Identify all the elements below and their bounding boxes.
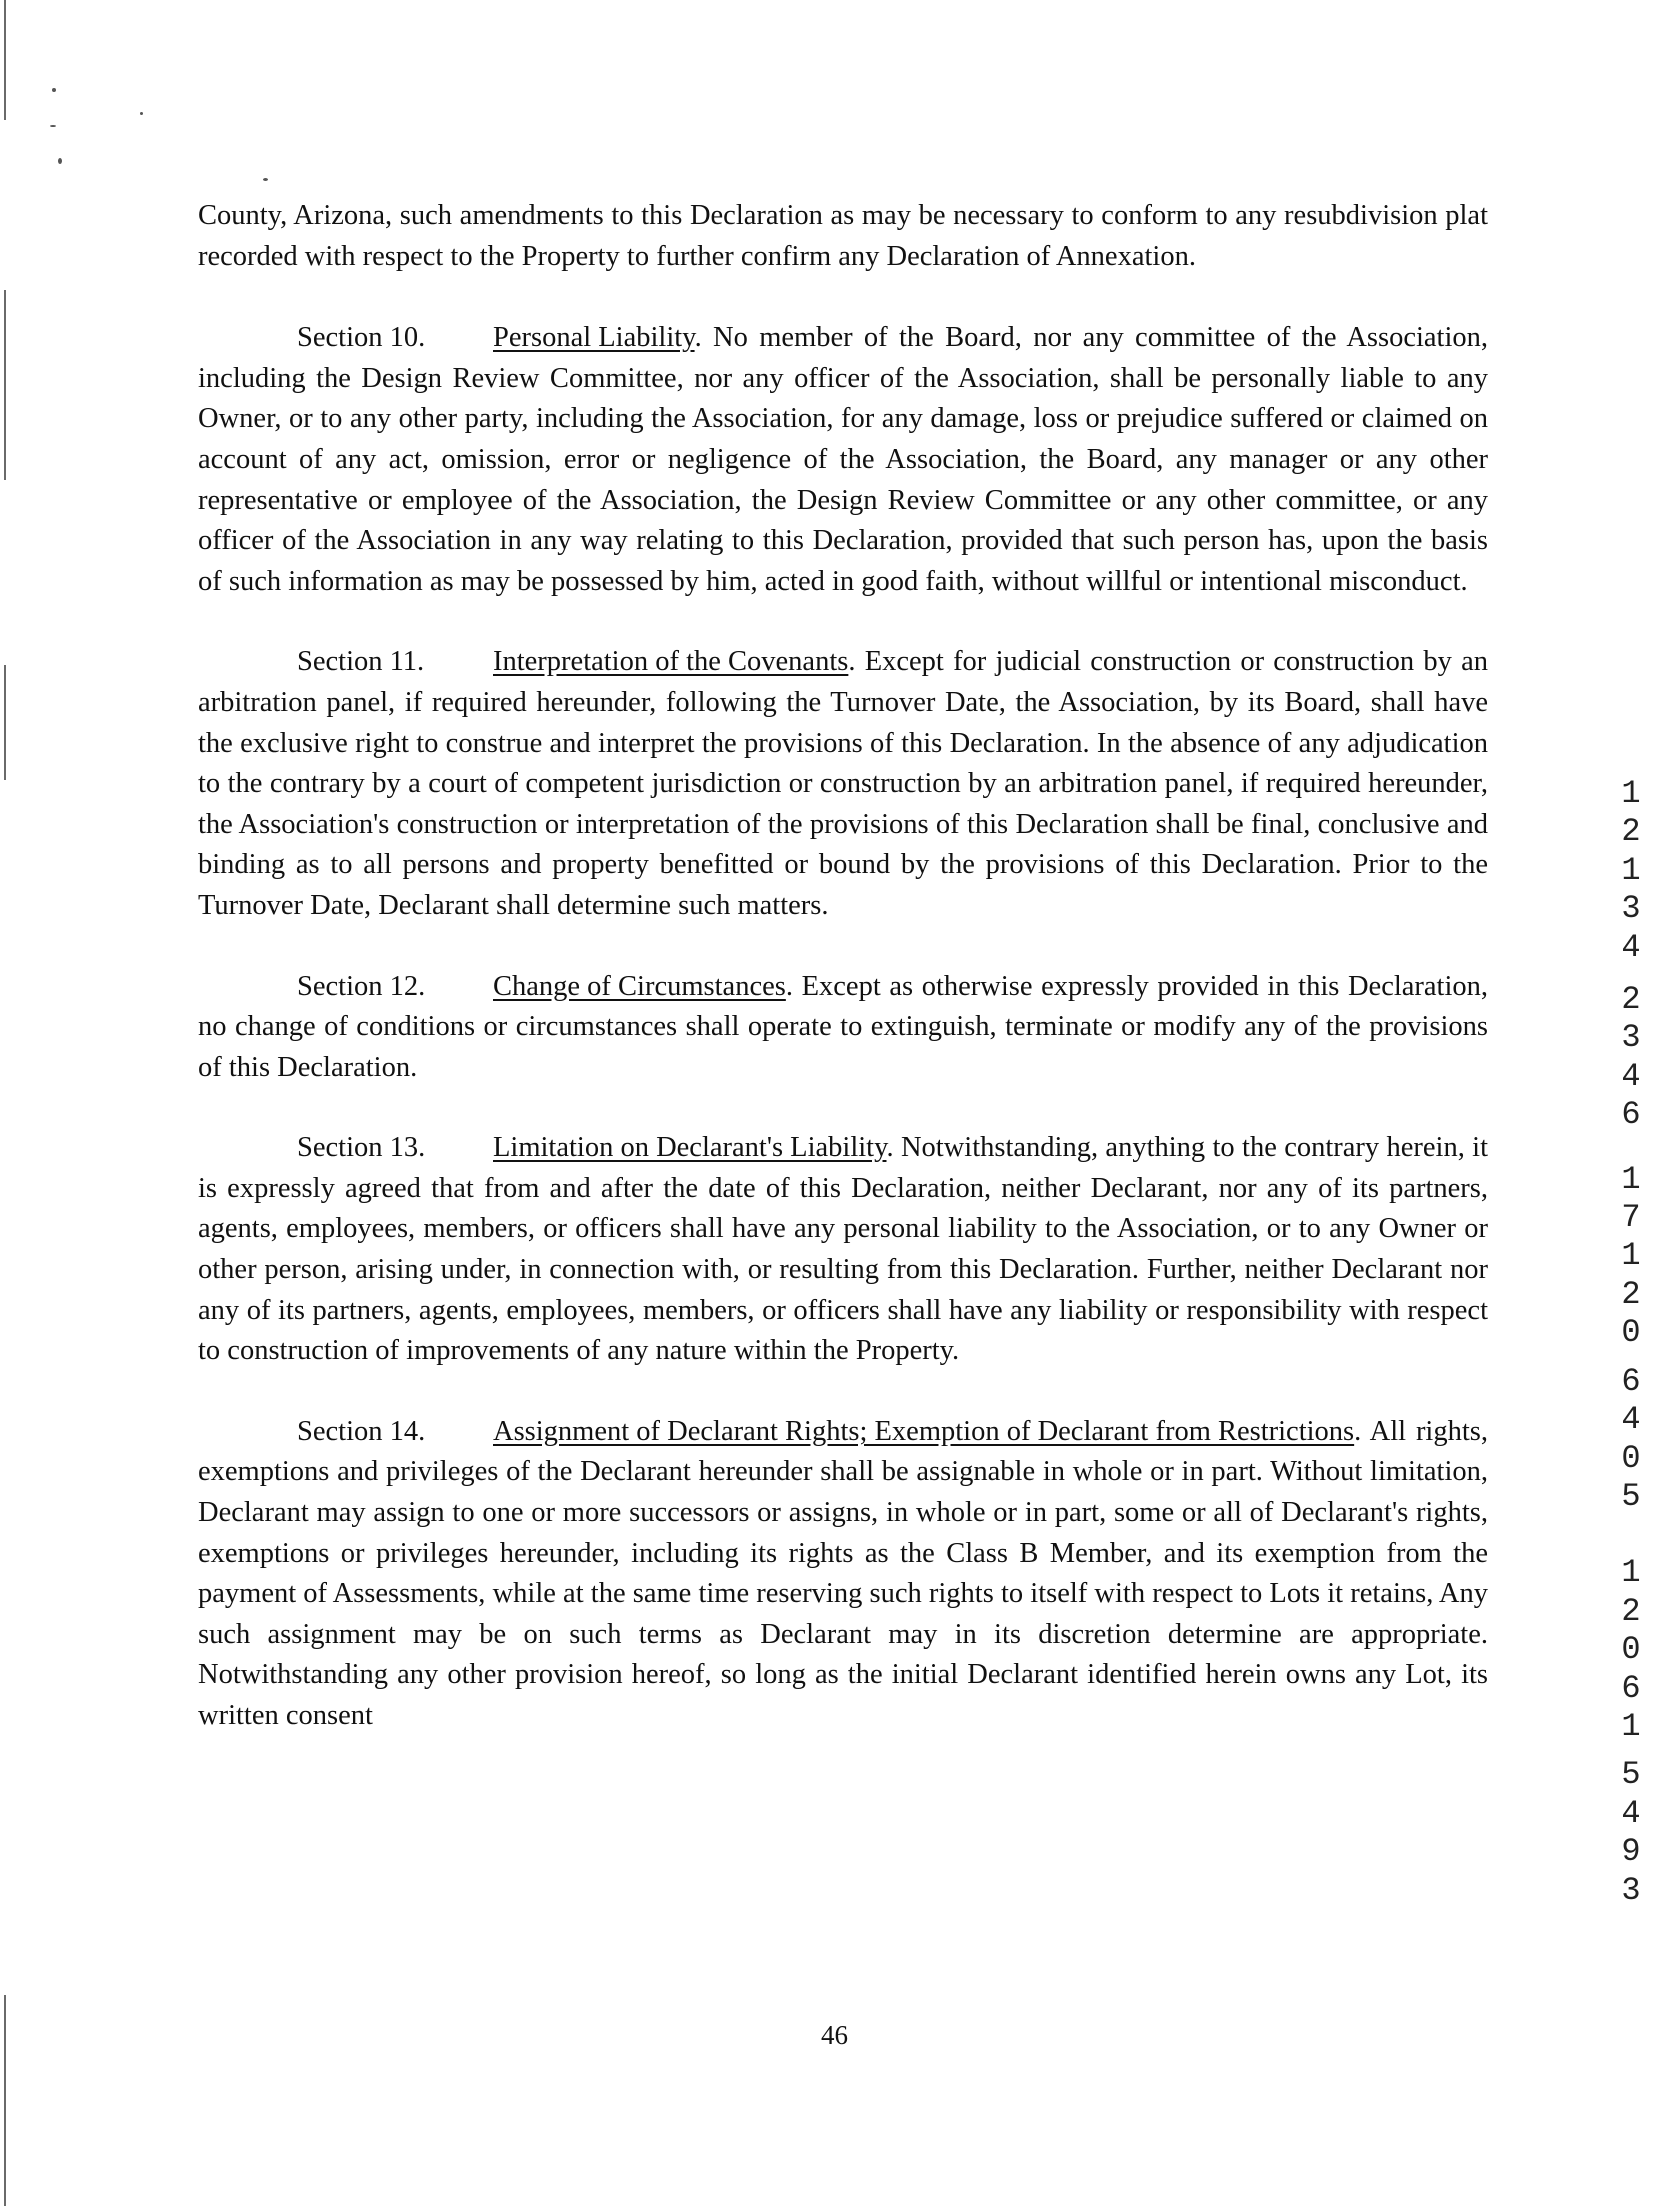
- scan-edge-line: [4, 665, 6, 780]
- stamp-digit: 1: [1621, 1554, 1641, 1592]
- section-title: Limitation on Declarant's Liability: [493, 1132, 887, 1164]
- stamp-digit: 1: [1621, 775, 1641, 812]
- section-10: Section 10. Personal Liability. No member of the Board, nor any committee of the Association, including the Design Review Committee, nor any officer of the Association, shall be personally liable to any Owner, or to any other party, including the Association, for any damage, loss or prejudice suffered or claimed on account of any act, omission, error or negligence of the Association, the Board, any manager or any other representative or employee of the Association, the Design Review Committee or any other committee, or any officer of the Association in any way relating to this Declaration, provided that such person has, upon the basis of such information as may be possessed by him, acted in good faith, without willful or intentional misconduct.: [198, 318, 1488, 602]
- stamp-digit: 4: [1621, 1401, 1641, 1439]
- scan-speck: [50, 125, 56, 127]
- document-body: [198, 196, 1488, 1777]
- stamp-digit: 1: [1621, 1237, 1641, 1275]
- stamp-digit: 9: [1621, 1833, 1641, 1871]
- section-title: Assignment of Declarant Rights; Exemption of Declarant from Restrictions: [493, 1415, 1355, 1447]
- stamp-digit: 1: [1621, 851, 1641, 889]
- stamp-gap: [1608, 1746, 1654, 1756]
- section-title: Change of Circumstances: [493, 970, 786, 1002]
- stamp-digit: 5: [1621, 1756, 1641, 1794]
- section-body: Notwithstanding, anything to the contrary herein, it is expressly agreed that from and after the date of this Declaration, neither Declarant, nor any of its partners, agents, employees, members, or officers shall have any personal liability to the Association, or to any Owner or other person, arising under, in connection with, or resulting from this Declaration. Further, neither Declarant nor any of its partners, agents, employees, members, or officers shall have any liability or responsibility with respect to construction of improvements of any nature within the Property.: [198, 1132, 1489, 1367]
- scan-speck: [140, 112, 143, 115]
- stamp-gap: [1608, 1135, 1654, 1161]
- stamp-digit: 3: [1621, 890, 1641, 928]
- section-14: Section 14. Assignment of Declarant Rights; Exemption of Declarant from Restrictions. All rights, exemptions and privileges of the Declarant hereunder shall be assignable in whole or in part. Without limitation, Declarant may assign to one or more successors or assigns, in whole or in part, some or all of Declarant's rights, exemptions or privileges hereunder, including its rights as the Class B Member, and its exemption from the payment of Assessments, while at the same time reserving such rights to itself with respect to Lots it retains, Any such assignment may be on such terms as Declarant may in its discretion determine are appropriate. Notwithstanding any other provision hereof, so long as the initial Declarant identified herein owns any Lot, its written consent: [198, 1412, 1488, 1737]
- stamp-gap: [1608, 967, 1654, 981]
- stamp-digit: 1: [1621, 1160, 1641, 1198]
- section-number: Section 11.: [297, 646, 425, 678]
- continuation-paragraph: County, Arizona, such amendments to this Declaration as may be necessary to conform to any resubdivision plat recorded with respect to the Property to further confirm any Declaration of Annexation.: [198, 200, 1488, 272]
- stamp-digit: 1: [1621, 1707, 1641, 1745]
- stamp-digit: 5: [1621, 1477, 1641, 1515]
- stamp-digit: 3: [1621, 1871, 1641, 1909]
- stamp-digit: 4: [1621, 1057, 1641, 1095]
- stamp-digit: 6: [1621, 1362, 1641, 1400]
- stamp-digit: 0: [1621, 1439, 1641, 1477]
- stamp-gap: [1608, 1353, 1654, 1363]
- scan-speck: [58, 158, 62, 164]
- section-11: Section 11. Interpretation of the Covenants. Except for judicial construction or construction by an arbitration panel, if required hereunder, following the Turnover Date, the Association, by its Board, shall have the exclusive right to construe and interpret the provisions of this Declaration. In the absence of any adjudication to the contrary by a court of competent jurisdiction or construction by an arbitration panel, if required hereunder, the Association's construction or interpretation of the provisions of this Declaration shall be final, conclusive and binding as to all persons and property benefitted or bound by the provisions of this Declaration. Prior to the Turnover Date, Declarant shall determine such matters.: [198, 642, 1488, 926]
- stamp-digit: 3: [1621, 1019, 1641, 1057]
- stamp-digit: 2: [1621, 1592, 1641, 1630]
- section-body: All rights, exemptions and privileges of the Declarant hereunder shall be assignable in whole or in part. Without limitation, Declarant may assign to one or more successors or assigns, in whole or in part, some or all of Declarant's rights, exemptions or privileges hereunder, including its rights as the Class B Member, and its exemption from the payment of Assessments, while at the same time reserving such rights to itself with respect to Lots it retains, Any such assignment may be on such terms as Declarant may in its discretion determine are appropriate. Notwithstanding any other provision hereof, so long as the initial Declarant identified herein owns any Lot, its written consent: [198, 1415, 1488, 1731]
- section-body: Except as otherwise expressly provided in this Declaration, no change of conditions or circumstances shall operate to extinguish, terminate or modify any of the provisions of this Declaration.: [198, 970, 1489, 1083]
- section-body: Except for judicial construction or construction by an arbitration panel, if required hereunder, following the Turnover Date, the Association, by its Board, shall have the exclusive right to construe and interpret the provisions of this Declaration. In the absence of any adjudication to the contrary by a court of competent jurisdiction or construction by an arbitration panel, if required hereunder, the Association's construction or interpretation of the provisions of this Declaration shall be final, conclusive and binding as to all persons and property benefitted or bound by the provisions of this Declaration. Prior to the Turnover Date, Declarant shall determine such matters.: [198, 646, 1489, 921]
- stamp-digit: 0: [1621, 1314, 1641, 1352]
- section-12: Section 12. Change of Circumstances. Except as otherwise expressly provided in this Declaration, no change of conditions or circumstances shall operate to extinguish, terminate or modify any of the provisions of this Declaration.: [198, 967, 1488, 1089]
- scan-speck: [52, 88, 56, 92]
- stamp-digit: 0: [1621, 1631, 1641, 1669]
- recording-number-stamp: [1608, 775, 1654, 1910]
- stamp-digit: 2: [1621, 813, 1641, 851]
- scan-edge-line: [4, 290, 6, 480]
- section-number: Section 13.: [297, 1132, 426, 1164]
- section-title: Personal Liability: [493, 322, 695, 354]
- scan-edge-line: [4, 0, 6, 120]
- section-number: Section 10.: [297, 322, 426, 354]
- page-number: 46: [821, 2020, 848, 2050]
- scan-speck: [263, 178, 268, 181]
- stamp-digit: 6: [1621, 1096, 1641, 1134]
- stamp-digit: 6: [1621, 1669, 1641, 1707]
- section-body: No member of the Board, nor any committee of the Association, including the Design Review Committee, nor any officer of the Association, shall be personally liable to any Owner, or to any other party, including the Association, for any damage, loss or prejudice suffered or claimed on account of any act, omission, error or negligence of the Association, the Board, any manager or any other representative or employee of the Association, the Design Review Committee or any other committee, or any officer of the Association in any way relating to this Declaration, provided that such person has, upon the basis of such information as may be possessed by him, acted in good faith, without willful or intentional misconduct.: [198, 322, 1489, 597]
- section-title: Interpretation of the Covenants: [493, 646, 849, 678]
- section-number: Section 14.: [297, 1415, 426, 1447]
- stamp-digit: 2: [1621, 981, 1641, 1019]
- stamp-digit: 4: [1621, 1794, 1641, 1832]
- section-13: Section 13. Limitation on Declarant's Liability. Notwithstanding, anything to the contrary herein, it is expressly agreed that from and after the date of this Declaration, neither Declarant, nor any of its partners, agents, employees, members, or officers shall have any personal liability to the Association, or to any Owner or other person, arising under, in connection with, or resulting from this Declaration. Further, neither Declarant nor any of its partners, agents, employees, members, or officers shall have any liability or responsibility with respect to construction of improvements of any nature within the Property.: [198, 1128, 1488, 1372]
- stamp-digit: 2: [1621, 1275, 1641, 1313]
- section-number: Section 12.: [297, 970, 426, 1002]
- stamp-digit: 7: [1621, 1199, 1641, 1237]
- stamp-gap: [1608, 1516, 1654, 1554]
- stamp-digit: 4: [1621, 928, 1641, 966]
